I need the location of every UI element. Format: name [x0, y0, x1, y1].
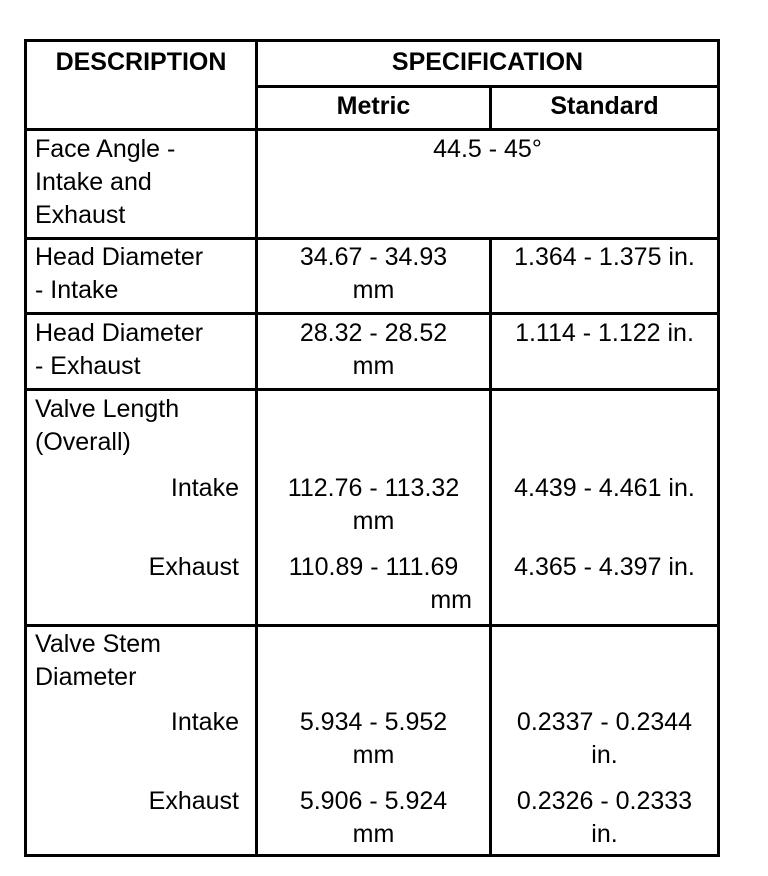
head-exhaust-metric-1: 28.32 - 28.52 — [299, 319, 448, 347]
head-intake-metric-1: 34.67 - 34.93 — [299, 243, 448, 271]
valve-length-desc-2: (Overall) — [35, 428, 131, 456]
valve-stem-intake-standard-1: 0.2337 - 0.2344 — [516, 708, 693, 736]
valve-stem-desc-1: Valve Stem — [35, 630, 161, 658]
head-intake-standard: 1.364 - 1.375 in. — [514, 243, 695, 271]
valve-length-desc-1: Valve Length — [35, 395, 180, 423]
head-exhaust-desc-2: - Exhaust — [35, 352, 141, 380]
valve-stem-intake-metric-1: 5.934 - 5.952 — [299, 708, 448, 736]
header-standard: Standard — [550, 92, 659, 120]
head-intake-desc-1: Head Diameter — [35, 243, 204, 271]
valve-length-intake-metric-2: mm — [352, 507, 395, 535]
row-divider-2 — [27, 237, 717, 240]
valve-stem-exhaust-metric-2: mm — [352, 820, 395, 848]
row-divider-5 — [27, 624, 717, 627]
valve-length-exhaust-label: Exhaust — [148, 553, 239, 581]
valve-spec-table — [24, 39, 720, 857]
valve-stem-intake-metric-2: mm — [352, 741, 395, 769]
header-specification: SPECIFICATION — [391, 48, 584, 76]
valve-length-intake-label: Intake — [170, 474, 239, 502]
face-angle-desc-2: Intake and — [35, 168, 152, 196]
valve-length-exhaust-standard: 4.365 - 4.397 in. — [514, 553, 695, 581]
header-description: DESCRIPTION — [55, 48, 227, 76]
valve-length-exhaust-metric-2: mm — [430, 586, 472, 614]
valve-stem-exhaust-label: Exhaust — [148, 787, 239, 815]
face-angle-desc-3: Exhaust — [35, 201, 126, 229]
valve-stem-exhaust-standard-1: 0.2326 - 0.2333 — [516, 787, 693, 815]
face-angle-desc-1: Face Angle - — [35, 135, 176, 163]
valve-length-intake-standard: 4.439 - 4.461 in. — [514, 474, 695, 502]
row-divider-4 — [27, 388, 717, 391]
face-angle-value: 44.5 - 45° — [433, 135, 542, 163]
head-exhaust-standard: 1.114 - 1.122 in. — [515, 319, 694, 347]
valve-stem-exhaust-standard-2: in. — [591, 820, 618, 848]
head-exhaust-desc-1: Head Diameter — [35, 319, 204, 347]
valve-stem-intake-label: Intake — [170, 708, 239, 736]
valve-stem-exhaust-metric-1: 5.906 - 5.924 — [299, 787, 448, 815]
head-exhaust-metric-2: mm — [352, 352, 395, 380]
row-divider-3 — [27, 312, 717, 315]
header-metric: Metric — [336, 92, 411, 120]
valve-length-exhaust-metric-1: 110.89 - 111.69 — [288, 553, 459, 581]
head-intake-metric-2: mm — [352, 276, 395, 304]
head-intake-desc-2: - Intake — [35, 276, 119, 304]
valve-length-intake-metric-1: 112.76 - 113.32 — [287, 474, 460, 502]
valve-stem-intake-standard-2: in. — [591, 741, 618, 769]
valve-stem-desc-2: Diameter — [35, 663, 137, 691]
row-divider-1 — [27, 128, 717, 131]
